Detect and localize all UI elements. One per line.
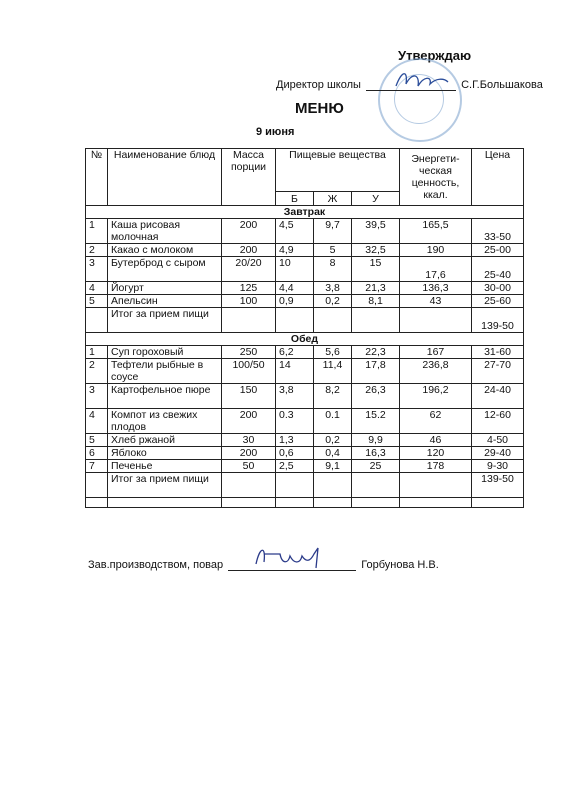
table-row [86, 384, 524, 409]
dish-energy: 236,8 [400, 359, 472, 384]
dish-name: Бутерброд с сыром [108, 257, 222, 282]
row-num: 6 [86, 447, 108, 460]
row-num: 7 [86, 460, 108, 473]
col-mass-header: Масса порции [222, 149, 276, 206]
dish-fat: 0,4 [314, 447, 352, 460]
dish-energy: 178 [400, 460, 472, 473]
dish-name: Печенье [108, 460, 222, 473]
lunch-total-row [86, 473, 524, 498]
dish-protein: 6,2 [276, 346, 314, 359]
dish-fat: 0,2 [314, 434, 352, 447]
col-b-header: Б [276, 192, 314, 206]
dish-carbs: 21,3 [352, 282, 400, 295]
row-num: 3 [86, 257, 108, 282]
col-energy-header: Энергети-ческая ценность, ккал. [400, 149, 472, 206]
dish-mass: 50 [222, 460, 276, 473]
table-row [86, 282, 524, 295]
table-row [86, 460, 524, 473]
col-zh-header: Ж [314, 192, 352, 206]
dish-fat: 0.1 [314, 409, 352, 434]
table-row [86, 219, 524, 244]
dish-carbs: 15 [352, 257, 400, 282]
lunch-total-label: Итог за прием пищи [108, 473, 222, 498]
dish-fat: 5,6 [314, 346, 352, 359]
row-num: 2 [86, 244, 108, 257]
cook-signature [252, 542, 332, 572]
dish-protein: 0.3 [276, 409, 314, 434]
dish-protein: 14 [276, 359, 314, 384]
menu-table [85, 148, 524, 508]
director-signature [392, 66, 452, 92]
table-row [86, 295, 524, 308]
director-name: С.Г.Большакова [461, 79, 543, 91]
table-row [86, 409, 524, 434]
dish-fat: 8 [314, 257, 352, 282]
table-row [86, 359, 524, 384]
dish-price: 27-70 [472, 359, 524, 384]
col-nutrients-header: Пищевые вещества [276, 149, 400, 192]
dish-price: 30-00 [472, 282, 524, 295]
dish-name: Какао с молоком [108, 244, 222, 257]
dish-carbs: 22,3 [352, 346, 400, 359]
dish-carbs: 32,5 [352, 244, 400, 257]
dish-fat: 11,4 [314, 359, 352, 384]
dish-fat: 8,2 [314, 384, 352, 409]
dish-price: 24-40 [472, 384, 524, 409]
dish-mass: 100/50 [222, 359, 276, 384]
section-breakfast: Завтрак [86, 206, 524, 219]
dish-protein: 0,6 [276, 447, 314, 460]
dish-energy: 17,6 [400, 257, 472, 282]
dish-protein: 1,3 [276, 434, 314, 447]
dish-energy: 190 [400, 244, 472, 257]
dish-mass: 200 [222, 409, 276, 434]
dish-mass: 30 [222, 434, 276, 447]
dish-energy: 43 [400, 295, 472, 308]
row-num: 1 [86, 346, 108, 359]
dish-name: Каша рисовая молочная [108, 219, 222, 244]
dish-energy: 120 [400, 447, 472, 460]
dish-mass: 150 [222, 384, 276, 409]
dish-protein: 4,5 [276, 219, 314, 244]
dish-fat: 5 [314, 244, 352, 257]
dish-price: 25-60 [472, 295, 524, 308]
dish-protein: 10 [276, 257, 314, 282]
dish-price: 33-50 [472, 219, 524, 244]
dish-mass: 200 [222, 244, 276, 257]
dish-energy: 46 [400, 434, 472, 447]
dish-price: 25-40 [472, 257, 524, 282]
dish-carbs: 9,9 [352, 434, 400, 447]
table-row [86, 346, 524, 359]
dish-fat: 9,1 [314, 460, 352, 473]
row-num: 4 [86, 409, 108, 434]
dish-carbs: 15.2 [352, 409, 400, 434]
table-row [86, 257, 524, 282]
row-num: 5 [86, 434, 108, 447]
row-num: 4 [86, 282, 108, 295]
director-label: Директор школы [276, 79, 361, 91]
page-title: МЕНЮ [295, 100, 344, 117]
dish-name: Компот из свежих плодов [108, 409, 222, 434]
dish-name: Йогурт [108, 282, 222, 295]
dish-name: Апельсин [108, 295, 222, 308]
table-row [86, 434, 524, 447]
lunch-total-value: 139-50 [472, 473, 524, 498]
row-num: 2 [86, 359, 108, 384]
dish-price: 9-30 [472, 460, 524, 473]
empty-row [86, 498, 524, 508]
table-row [86, 244, 524, 257]
dish-carbs: 26,3 [352, 384, 400, 409]
col-num-header: № [86, 149, 108, 206]
dish-mass: 125 [222, 282, 276, 295]
dish-fat: 3,8 [314, 282, 352, 295]
col-price-header: Цена [472, 149, 524, 206]
dish-price: 12-60 [472, 409, 524, 434]
dish-protein: 3,8 [276, 384, 314, 409]
footer-role: Зав.производством, повар [88, 559, 224, 571]
dish-protein: 0,9 [276, 295, 314, 308]
dish-mass: 200 [222, 447, 276, 460]
dish-fat: 9,7 [314, 219, 352, 244]
dish-name: Яблоко [108, 447, 222, 460]
row-num: 3 [86, 384, 108, 409]
dish-name: Картофельное пюре [108, 384, 222, 409]
dish-name: Суп гороховый [108, 346, 222, 359]
dish-mass: 250 [222, 346, 276, 359]
table-row [86, 447, 524, 460]
dish-carbs: 17,8 [352, 359, 400, 384]
footer-name: Горбунова Н.В. [361, 559, 439, 571]
dish-energy: 136,3 [400, 282, 472, 295]
breakfast-total-label: Итог за прием пищи [108, 308, 222, 333]
dish-energy: 165,5 [400, 219, 472, 244]
section-lunch: Обед [86, 333, 524, 346]
row-num: 1 [86, 219, 108, 244]
dish-carbs: 16,3 [352, 447, 400, 460]
dish-mass: 20/20 [222, 257, 276, 282]
dish-fat: 0,2 [314, 295, 352, 308]
row-num: 5 [86, 295, 108, 308]
dish-mass: 100 [222, 295, 276, 308]
dish-name: Тефтели рыбные в соусе [108, 359, 222, 384]
dish-carbs: 25 [352, 460, 400, 473]
dish-price: 31-60 [472, 346, 524, 359]
dish-mass: 200 [222, 219, 276, 244]
dish-protein: 4,9 [276, 244, 314, 257]
breakfast-total-value: 139-50 [472, 308, 524, 333]
dish-carbs: 8,1 [352, 295, 400, 308]
dish-protein: 4,4 [276, 282, 314, 295]
dish-price: 4-50 [472, 434, 524, 447]
col-name-header: Наименование блюд [108, 149, 222, 206]
menu-date: 9 июня [256, 126, 295, 138]
dish-energy: 62 [400, 409, 472, 434]
breakfast-total-row [86, 308, 524, 333]
dish-price: 25-00 [472, 244, 524, 257]
col-u-header: У [352, 192, 400, 206]
dish-name: Хлеб ржаной [108, 434, 222, 447]
dish-price: 29-40 [472, 447, 524, 460]
dish-energy: 167 [400, 346, 472, 359]
approve-heading: Утверждаю [398, 48, 472, 63]
dish-carbs: 39,5 [352, 219, 400, 244]
dish-protein: 2,5 [276, 460, 314, 473]
dish-energy: 196,2 [400, 384, 472, 409]
